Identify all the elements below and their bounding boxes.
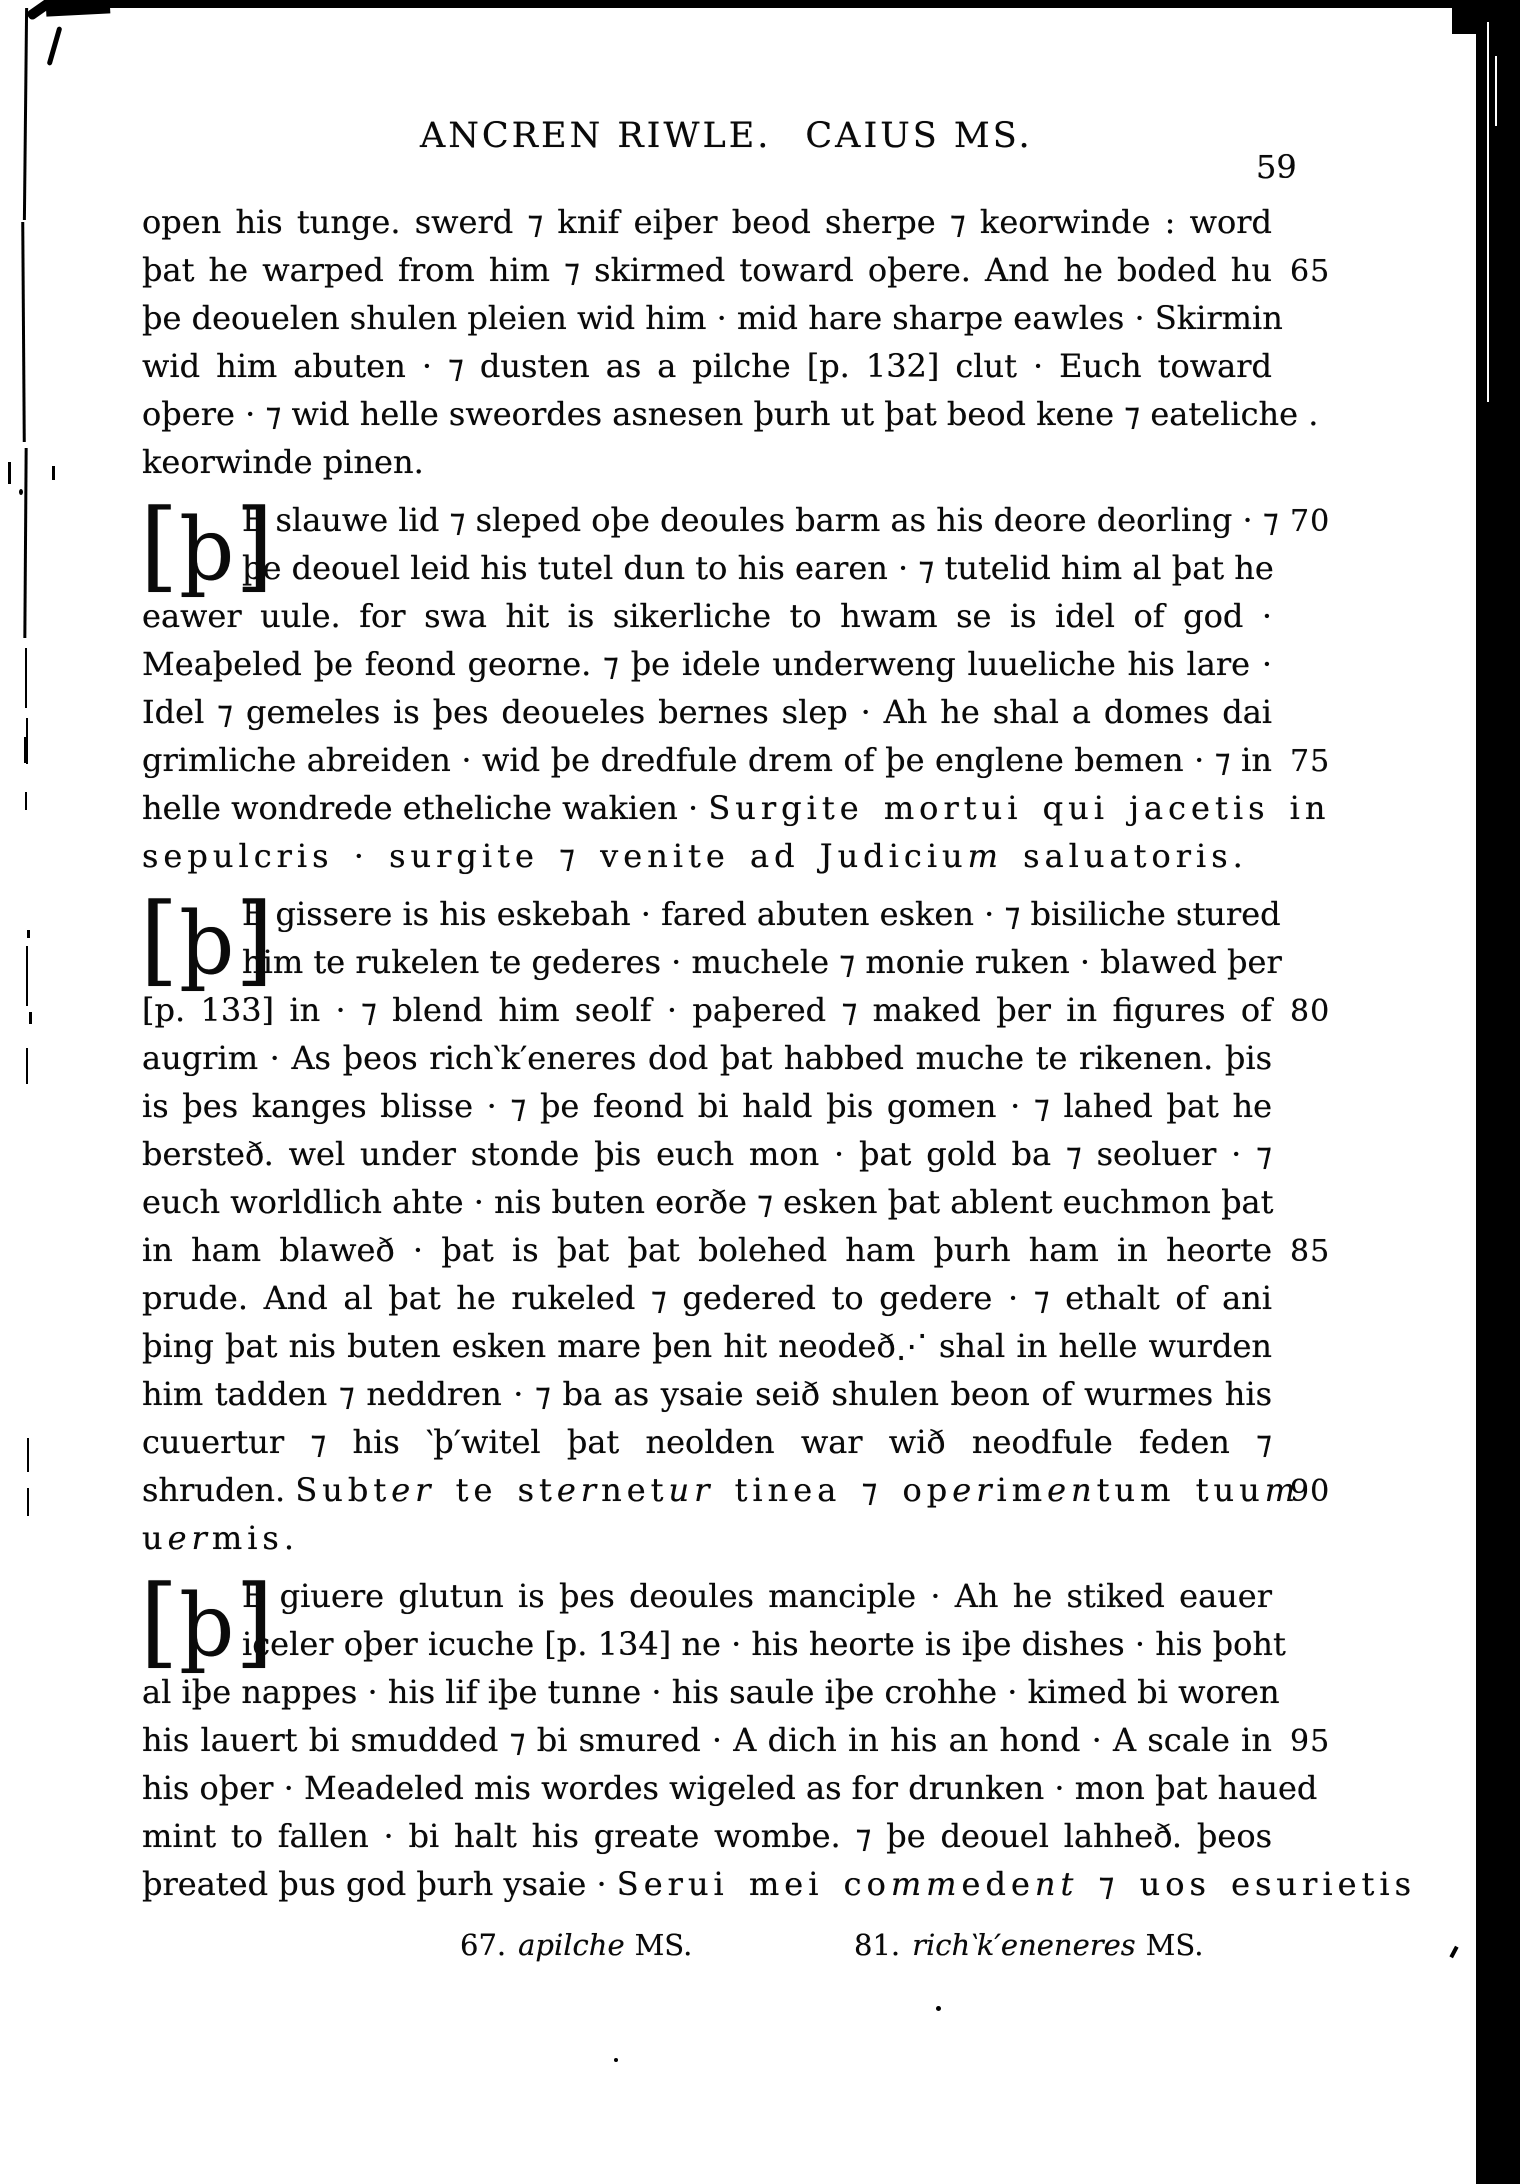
line-text: grimliche abreiden · wid þe dredfule drem of þe englene bemen · ⁊ in xyxy=(142,741,1272,779)
line-text: his lauert bi smudded ⁊ bi smured · A dich in his an hond · A scale in xyxy=(142,1721,1272,1759)
scan-gutter-right-top xyxy=(1452,0,1520,34)
line-text: helle wondrede etheliche wakien · xyxy=(142,789,709,827)
line-text: þat he warped from him ⁊ skirmed toward oþere. And he boded hu xyxy=(142,251,1272,289)
text-line xyxy=(142,496,1331,544)
text-line xyxy=(142,1716,1331,1764)
line-text: euch worldlich ahte · nis buten eorðe ⁊ esken þat ablent euchmon þat xyxy=(142,1183,1274,1221)
pen-line-left-6 xyxy=(25,792,27,810)
running-title-ms: CAIUS MS. xyxy=(805,116,1033,156)
text-line xyxy=(142,1130,1272,1178)
latin-quotation: im xyxy=(996,1471,1048,1509)
line-text: E giuere glutun is þes deoules manciple · Ah he stiked eauer xyxy=(242,1577,1272,1615)
initial-letter: þ xyxy=(179,1576,235,1676)
bracket-glyph: ] xyxy=(235,883,274,997)
text-line xyxy=(142,246,1331,294)
line-text: Idel ⁊ gemeles is þes deoueles bernes slep · Ah he shal a domes dai xyxy=(142,693,1272,731)
line-text: him tadden ⁊ neddren · ⁊ ba as ysaie seið shulen beon of wurmes his xyxy=(142,1375,1272,1413)
latin-quotation: sepulcris · surgite ⁊ venite ad Judiciu xyxy=(142,837,968,875)
pen-mark-diagonal xyxy=(47,26,63,66)
footnote-source: MS. xyxy=(634,1928,693,1962)
pen-dot-left-2 xyxy=(29,1012,32,1024)
pen-line-left-10 xyxy=(27,1488,29,1516)
text-line xyxy=(142,1034,1272,1082)
margin-tick-3 xyxy=(24,737,27,763)
line-text: keorwinde pinen. xyxy=(142,443,424,481)
latin-quotation: er xyxy=(952,1471,997,1509)
latin-quotation: Surgite mortui qui jacetis in xyxy=(708,789,1331,827)
scan-edge-top xyxy=(46,0,1480,8)
latin-quotation: net xyxy=(601,1471,669,1509)
line-text: þe deouel leid his tutel dun to his earen · ⁊ tutelid him al þat he xyxy=(242,549,1274,587)
footnote-lemma: rich‵k′eneneres xyxy=(912,1928,1136,1962)
footnotes xyxy=(142,1928,1272,1976)
text-line xyxy=(142,294,1283,342)
pen-line-left-9 xyxy=(27,1438,29,1472)
margin-tick-1 xyxy=(8,462,11,484)
pen-line-left-7 xyxy=(26,946,28,1006)
latin-quotation: Subt xyxy=(295,1471,392,1509)
text-line xyxy=(142,1370,1272,1418)
text-block xyxy=(140,198,1417,1908)
line-number: 85 xyxy=(1290,1234,1331,1269)
text-line xyxy=(142,736,1331,784)
line-text: mint to fallen · bi halt his greate wombe. ⁊ þe deouel lahheð. þeos xyxy=(142,1817,1272,1855)
latin-quotation: tum tuu xyxy=(1096,1471,1265,1509)
pen-line-left-2 xyxy=(21,222,26,442)
line-text: augrim · As þeos rich‵k′eneres dod þat habbed muche te rikenen. þis xyxy=(142,1039,1272,1077)
paragraph xyxy=(140,1565,1417,1908)
text-line xyxy=(142,1764,1318,1812)
line-text: his oþer · Meadeled mis wordes wigeled as for drunken · mon þat haued xyxy=(142,1769,1318,1807)
line-number: 90 xyxy=(1290,1474,1331,1509)
line-number: 80 xyxy=(1290,994,1331,1029)
latin-quotation: mm xyxy=(890,1865,962,1903)
latin-quotation: Serui mei co xyxy=(616,1865,891,1903)
line-text: E gissere is his eskebah · fared abuten esken · ⁊ bisiliche stured xyxy=(242,895,1281,933)
speck-1 xyxy=(936,2006,941,2011)
line-text: [p. 133] in · ⁊ blend him seolf · paþered ⁊ maked þer in figures of xyxy=(142,991,1272,1029)
latin-quotation: en xyxy=(1047,1471,1097,1509)
initial-letter: þ xyxy=(179,894,235,994)
scan-edge-top-thick xyxy=(46,0,111,17)
line-text: cuuertur ⁊ his ‵þ′witel þat neolden war wið neodfule feden ⁊ xyxy=(142,1423,1272,1461)
line-text: oþere · ⁊ wid helle sweordes asnesen þurh ut þat beod kene ⁊ eateliche . xyxy=(142,395,1319,433)
pen-dot-left-1 xyxy=(27,930,30,938)
latin-quotation: m xyxy=(1264,1471,1301,1509)
text-line xyxy=(142,1466,1331,1514)
text-line xyxy=(142,938,1282,986)
line-text: þreated þus god þurh ysaie · xyxy=(142,1865,617,1903)
text-line xyxy=(142,1812,1272,1860)
text-line xyxy=(142,832,1272,880)
running-title xyxy=(420,116,1067,156)
line-text: wid him abuten · ⁊ dusten as a pilche [p. 132] clut · Euch toward xyxy=(142,347,1272,385)
line-text: is þes kanges blisse · ⁊ þe feond bi hald þis gomen · ⁊ lahed þat he xyxy=(142,1087,1272,1125)
footnote-lemma: apilche xyxy=(518,1928,625,1962)
footnote-number: 67. xyxy=(460,1928,507,1962)
footnote xyxy=(854,1928,1203,1962)
line-text: þing þat nis buten esken mare þen hit neodeð⋰ shal in helle wurden xyxy=(142,1327,1272,1365)
text-line xyxy=(142,986,1331,1034)
text-line xyxy=(142,592,1272,640)
text-line xyxy=(142,1322,1272,1370)
pen-line-left-4 xyxy=(25,648,27,708)
margin-tick-2 xyxy=(52,466,55,480)
line-number: 70 xyxy=(1290,504,1331,539)
text-line xyxy=(142,1082,1272,1130)
line-number: 65 xyxy=(1290,254,1331,289)
text-line xyxy=(142,640,1272,688)
text-line xyxy=(142,544,1272,592)
latin-quotation: u xyxy=(142,1519,168,1557)
line-text: Meaþeled þe feond georne. ⁊ þe idele underweng luueliche his lare · xyxy=(142,645,1272,683)
line-text: þe deouelen shulen pleien wid him · mid hare sharpe eawles · Skirmin xyxy=(142,299,1283,337)
footnote-number: 81. xyxy=(854,1928,901,1962)
bracket-glyph: ] xyxy=(235,1565,274,1679)
text-line xyxy=(142,390,1319,438)
text-line xyxy=(142,784,1331,832)
line-number: 95 xyxy=(1290,1724,1331,1759)
line-text: in ham blaweð · þat is þat þat bolehed ham þurh ham in heorte xyxy=(142,1231,1272,1269)
line-text: shruden. xyxy=(142,1471,296,1509)
line-text: iceler oþer icuche [p. 134] ne · his heorte is iþe dishes · his þoht xyxy=(242,1625,1286,1663)
scan-gutter-right xyxy=(1476,0,1520,2184)
gutter-hairline-2 xyxy=(1495,56,1497,126)
line-text: bersteð. wel under stonde þis euch mon · þat gold ba ⁊ seoluer · ⁊ xyxy=(142,1135,1272,1173)
text-line xyxy=(142,1274,1272,1322)
text-line xyxy=(142,1860,1417,1908)
text-line xyxy=(142,890,1281,938)
latin-quotation: ur xyxy=(668,1471,715,1509)
line-text: al iþe nappes · his lif iþe tunne · his saule iþe crohhe · kimed bi woren xyxy=(142,1673,1280,1711)
line-text: open his tunge. swerd ⁊ knif eiþer beod sherpe ⁊ keorwinde : word xyxy=(142,203,1272,241)
latin-quotation: nt xyxy=(1034,1865,1079,1903)
latin-quotation: te st xyxy=(435,1471,557,1509)
latin-quotation: mis. xyxy=(211,1519,300,1557)
line-text: eawer uule. for swa hit is sikerliche to hwam se is idel of god · xyxy=(142,597,1272,635)
text-line xyxy=(142,1226,1331,1274)
latin-quotation: tinea ⁊ op xyxy=(714,1471,953,1509)
footnote-source: MS. xyxy=(1145,1928,1204,1962)
text-line xyxy=(142,1620,1286,1668)
text-line xyxy=(142,1418,1272,1466)
footnote xyxy=(460,1928,692,1962)
paragraph xyxy=(140,489,1331,880)
text-line xyxy=(142,1668,1280,1716)
pen-line-left-3 xyxy=(23,448,27,638)
running-title-work: ANCREN RIWLE. xyxy=(420,116,772,156)
pen-line-left-8 xyxy=(26,1048,28,1084)
bracket-glyph: ] xyxy=(235,489,274,603)
latin-quotation: ⁊ uos esurietis xyxy=(1078,1865,1417,1903)
line-text: prude. And al þat he rukeled ⁊ gedered to gedere · ⁊ ethalt of ani xyxy=(142,1279,1272,1317)
bracket-glyph: [ xyxy=(140,883,179,997)
line-text: him te rukelen te gederes · muchele ⁊ monie ruken · blawed þer xyxy=(242,943,1282,981)
text-line xyxy=(142,1178,1272,1226)
text-line xyxy=(142,198,1272,246)
latin-quotation: er xyxy=(391,1471,436,1509)
text-line xyxy=(142,688,1272,736)
latin-quotation: m xyxy=(967,837,1003,875)
paragraph xyxy=(140,883,1331,1562)
bracket-glyph: [ xyxy=(140,1565,179,1679)
text-line xyxy=(142,438,1272,486)
speck-2 xyxy=(1449,1946,1458,1958)
pen-line-left-1 xyxy=(23,8,28,220)
gutter-hairline-1 xyxy=(1487,22,1489,402)
speck-3 xyxy=(614,2058,618,2062)
bracket-glyph: [ xyxy=(140,489,179,603)
line-number: 75 xyxy=(1290,744,1331,779)
latin-quotation: saluatoris. xyxy=(1003,837,1248,875)
margin-dot-1 xyxy=(19,489,23,495)
latin-quotation: ede xyxy=(961,1865,1035,1903)
initial-letter: þ xyxy=(179,500,235,600)
text-line xyxy=(142,1572,1272,1620)
line-text: E slauwe lid ⁊ sleped oþe deoules barm as his deore deorling · ⁊ xyxy=(242,501,1279,539)
latin-quotation: er xyxy=(556,1471,602,1509)
latin-quotation: er xyxy=(167,1519,212,1557)
text-line xyxy=(142,1514,1272,1562)
page-number: 59 xyxy=(1256,148,1297,186)
text-line xyxy=(142,342,1272,390)
paragraph xyxy=(142,198,1331,486)
